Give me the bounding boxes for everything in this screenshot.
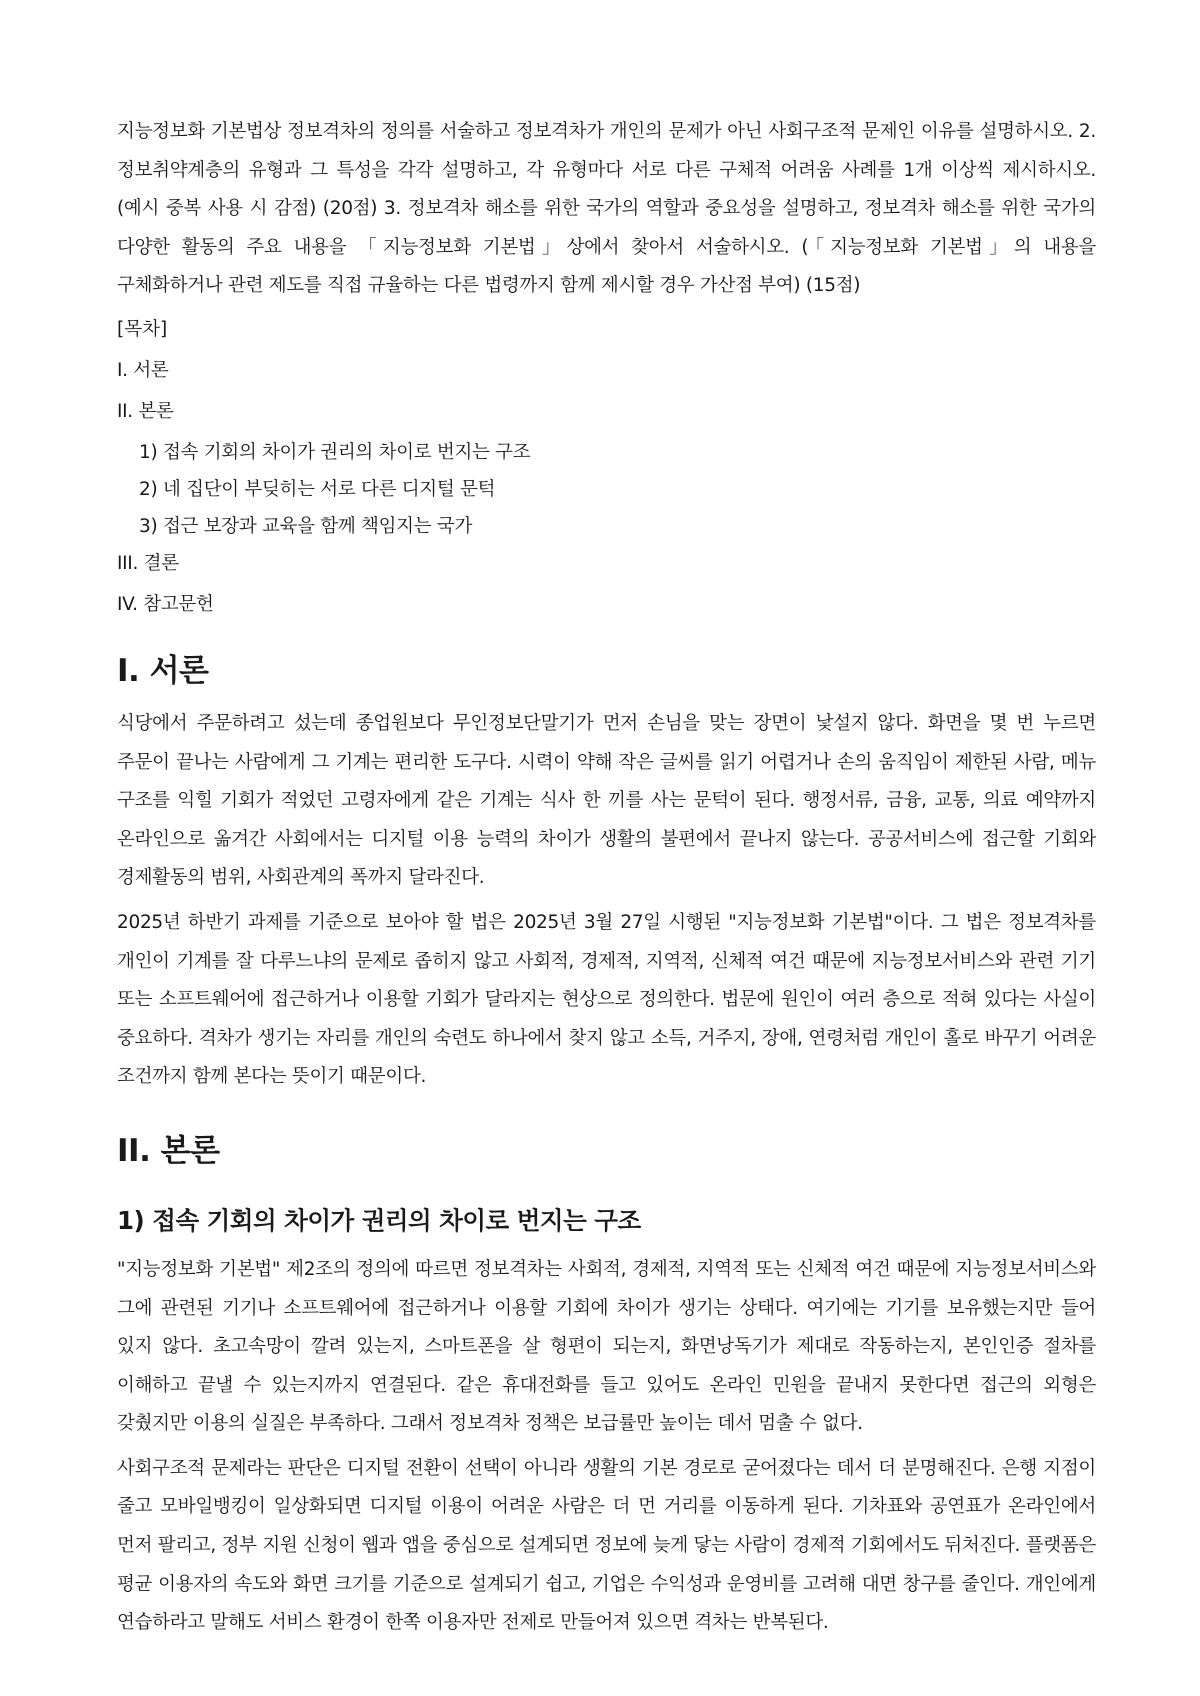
body-subsection-1-heading: 1) 접속 기회의 차이가 권리의 차이로 번지는 구조 xyxy=(117,1205,641,1235)
body-subsection-1-paragraph-1: "지능정보화 기본법" 제2조의 정의에 따르면 정보격차는 사회적, 경제적, 지역적 또는 신체적 여건 때문에 지능정보서비스와 그에 관련된 기기나 소프트웨어에 접근하거나 이용할 기회에 차이가 생기는 상태다. 여기에는 기기를 보유했는지만 들어 있지 않다. 초고속망이 깔려 있는지, 스마트폰을 살 형편이 되는지, 화면낭독기가 제대로 작동하는지, 본인인증 절차를 이해하고 끝낼 수 있는지까지 연결된다. 같은 휴대전화를 들고 있어도 온라인 민원을 끝내지 못한다면 접근의 외형은 갖췄지만 이용의 실질은 부족하다. 그래서 정보격차 정책은 보급률만 높이는 데서 멈출 수 없다. xyxy=(117,1258,1096,1435)
intro-paragraph-1: 식당에서 주문하려고 섰는데 종업원보다 무인정보단말기가 먼저 손님을 맞는 장면이 낯설지 않다. 화면을 몇 번 누르면 주문이 끝나는 사람에게 그 기계는 편리한 도구다. 시력이 약해 작은 글씨를 읽기 어렵거나 손의 움직임이 제한된 사람, 메뉴 구조를 익힐 기회가 적었던 고령자에게 같은 기계는 식사 한 끼를 사는 문턱이 된다. 행정서류, 금융, 교통, 의료 예약까지 온라인으로 옮겨간 사회에서는 디지털 이용 능력의 차이가 생활의 불편에서 끝나지 않는다. 공공서비스에 접근할 기회와 경제활동의 범위, 사회관계의 폭까지 달라진다. xyxy=(117,712,1096,889)
table-of-contents xyxy=(117,318,1096,617)
toc-heading: [목차] xyxy=(117,318,168,340)
toc-item-intro: I. 서론 xyxy=(117,359,169,381)
toc-list xyxy=(117,359,1096,617)
toc-item-conclusion: III. 결론 xyxy=(117,552,179,574)
toc-item-body: II. 본론 xyxy=(117,400,174,422)
question-text: 지능정보화 기본법상 정보격차의 정의를 서술하고 정보격차가 개인의 문제가 아닌 사회구조적 문제인 이유를 설명하시오. 2. 정보취약계층의 유형과 그 특성을 각각 설명하고, 각 유형마다 서로 다른 구체적 어려움 사례를 1개 이상씩 제시하시오. (예시 중복 사용 시 감점) (20점) 3. 정보격차 해소를 위한 국가의 역할과 중요성을 설명하고, 정보격차 해소를 위한 국가의 다양한 활동의 주요 내용을 「지능정보화 기본법」상에서 찾아서 서술하시오. (「지능정보화 기본법」의 내용을 구체화하거나 관련 제도를 직접 규율하는 다른 법령까지 함께 제시할 경우 가산점 부여) (15점) xyxy=(117,121,1096,297)
toc-item-body-1: 1) 접속 기회의 차이가 권리의 차이로 번지는 구조 xyxy=(139,441,531,463)
intro-paragraph-2: 2025년 하반기 과제를 기준으로 보아야 할 법은 2025년 3월 27일 시행된 "지능정보화 기본법"이다. 그 법은 정보격차를 개인이 기계를 잘 다루느냐의 문제로 좁히지 않고 사회적, 경제적, 지역적, 신체적 여건 때문에 지능정보서비스와 관련 기기 또는 소프트웨어에 접근하거나 이용할 기회가 달라지는 현상으로 정의한다. 법문에 원인이 여러 층으로 적혀 있다는 사실이 중요하다. 격차가 생기는 자리를 개인의 숙련도 하나에서 찾지 않고 소득, 거주지, 장애, 연령처럼 개인이 홀로 바꾸기 어려운 조건까지 함께 본다는 뜻이기 때문이다. xyxy=(117,911,1096,1088)
body-subsection-1-paragraph-2: 사회구조적 문제라는 판단은 디지털 전환이 선택이 아니라 생활의 기본 경로로 굳어졌다는 데서 더 분명해진다. 은행 지점이 줄고 모바일뱅킹이 일상화되면 디지털 이용이 어려운 사람은 더 먼 거리를 이동하게 된다. 기차표와 공연표가 온라인에서 먼저 팔리고, 정부 지원 신청이 웹과 앱을 중심으로 설계되면 정보에 늦게 닿는 사람이 경제적 기회에서도 뒤처진다. 플랫폼은 평균 이용자의 속도와 화면 크기를 기준으로 설계되기 쉽고, 기업은 수익성과 운영비를 고려해 대면 창구를 줄인다. 개인에게 연습하라고 말해도 서비스 환경이 한쪽 이용자만 전제로 만들어져 있으면 격차는 반복된다. xyxy=(117,1457,1097,1634)
intro-heading: I. 서론 xyxy=(117,652,209,689)
toc-item-body-2: 2) 네 집단이 부딪히는 서로 다른 디지털 문턱 xyxy=(139,478,496,500)
body-heading: II. 본론 xyxy=(117,1132,220,1169)
toc-item-body-3: 3) 접근 보장과 교육을 함께 책임지는 국가 xyxy=(139,515,473,537)
toc-item-references: IV. 참고문헌 xyxy=(117,593,214,615)
